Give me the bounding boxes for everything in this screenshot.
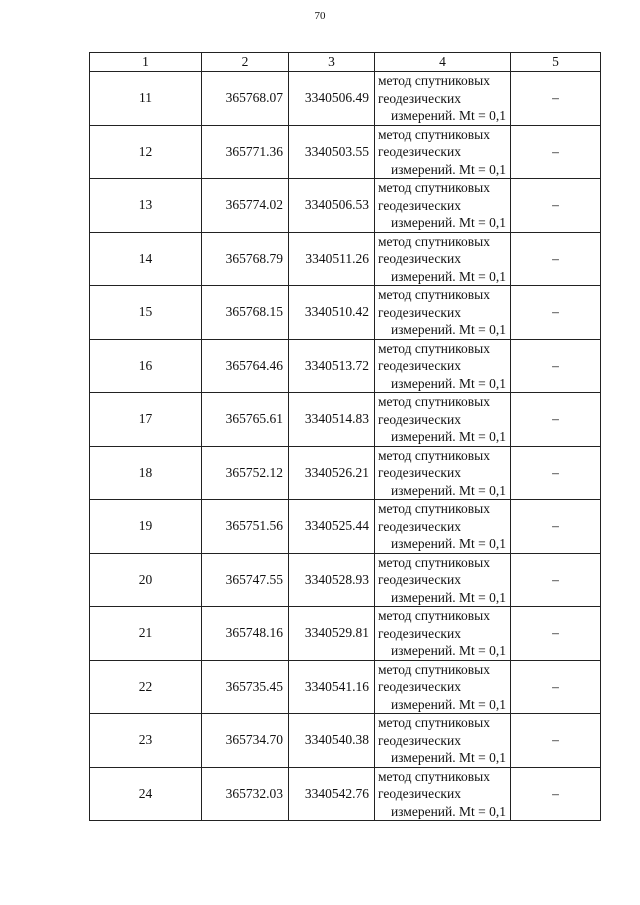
method-cell [375,72,511,126]
method-text-line: метод спутниковых [378,554,490,570]
method-text-line: измерений. Mt = 0,1 [390,536,506,551]
note-cell: – [511,714,601,768]
note-cell: – [511,500,601,554]
method-text-line: измерений. Mt = 0,1 [390,643,506,658]
x-coordinate-cell: 365735.45 [202,660,289,714]
note-cell: – [511,393,601,447]
point-number-cell: 24 [90,767,202,821]
table-header [90,53,601,72]
point-number-cell: 18 [90,446,202,500]
x-coordinate-cell: 365774.02 [202,179,289,233]
method-cell [375,553,511,607]
method-text-line: измерений. Mt = 0,1 [390,429,506,444]
column-header-4: 4 [375,53,511,72]
note-cell: – [511,179,601,233]
method-text-line: измерений. Mt = 0,1 [390,696,506,712]
method-text-line: измерений. Mt = 0,1 [390,750,506,765]
method-text-line: измерений. Mt = 0,1 [390,268,506,284]
table-row [90,339,601,393]
y-coordinate-cell: 3340528.93 [289,553,375,607]
y-coordinate-cell: 3340525.44 [289,500,375,554]
note-cell: – [511,446,601,500]
method-cell [375,446,511,500]
method-cell [375,179,511,233]
method-text-line: метод спутниковых [378,233,490,249]
y-coordinate-cell: 3340514.83 [289,393,375,447]
y-coordinate-cell: 3340541.16 [289,660,375,714]
method-cell [375,286,511,340]
method-text-line: измерений. Mt = 0,1 [390,161,506,177]
column-header-5: 5 [511,53,601,72]
method-text-line: геодезических [378,358,461,373]
table-row [90,393,601,447]
point-number-cell: 11 [90,72,202,126]
note-cell: – [511,660,601,714]
table-row [90,500,601,554]
method-text-line: измерений. Mt = 0,1 [390,108,506,123]
note-cell: – [511,232,601,286]
note-cell: – [511,125,601,179]
point-number-cell: 23 [90,714,202,768]
method-text-line: геодезических [378,518,461,534]
x-coordinate-cell: 365734.70 [202,714,289,768]
method-text-line: измерений. Mt = 0,1 [390,589,506,605]
y-coordinate-cell: 3340506.53 [289,179,375,233]
method-text-line: метод спутниковых [378,180,490,195]
method-cell [375,714,511,768]
table-row [90,286,601,340]
method-text-line: геодезических [378,786,461,801]
method-text-line: метод спутниковых [378,715,490,730]
x-coordinate-cell: 365765.61 [202,393,289,447]
table-row [90,607,601,661]
y-coordinate-cell: 3340506.49 [289,72,375,126]
point-number-cell: 15 [90,286,202,340]
note-cell: – [511,553,601,607]
method-text-line: метод спутниковых [378,447,490,463]
method-text-line: метод спутниковых [378,768,490,784]
method-text-line: метод спутниковых [378,394,490,409]
note-cell: – [511,72,601,126]
point-number-cell: 12 [90,125,202,179]
method-text-line: геодезических [378,411,461,427]
x-coordinate-cell: 365748.16 [202,607,289,661]
coordinates-table [89,52,601,821]
x-coordinate-cell: 365764.46 [202,339,289,393]
y-coordinate-cell: 3340503.55 [289,125,375,179]
method-text-line: геодезических [378,732,461,748]
point-number-cell: 19 [90,500,202,554]
method-cell [375,232,511,286]
x-coordinate-cell: 365732.03 [202,767,289,821]
method-text-line: геодезических [378,304,461,320]
y-coordinate-cell: 3340542.76 [289,767,375,821]
y-coordinate-cell: 3340511.26 [289,232,375,286]
note-cell: – [511,767,601,821]
note-cell: – [511,339,601,393]
point-number-cell: 21 [90,607,202,661]
method-text-line: геодезических [378,90,461,106]
method-text-line: геодезических [378,625,461,641]
method-text-line: метод спутниковых [378,73,490,88]
method-text-line: метод спутниковых [378,287,490,302]
method-text-line: геодезических [378,572,461,587]
table-row [90,446,601,500]
y-coordinate-cell: 3340526.21 [289,446,375,500]
column-header-2: 2 [202,53,289,72]
method-text-line: геодезических [378,144,461,159]
column-header-3: 3 [289,53,375,72]
note-cell: – [511,607,601,661]
method-cell [375,125,511,179]
point-number-cell: 20 [90,553,202,607]
table-body [90,72,601,821]
method-cell [375,500,511,554]
page-number: 70 [314,10,326,22]
y-coordinate-cell: 3340529.81 [289,607,375,661]
method-text-line: метод спутниковых [378,340,490,356]
method-text-line: измерений. Mt = 0,1 [390,322,506,337]
table-row [90,553,601,607]
table-row [90,767,601,821]
method-text-line: геодезических [378,679,461,694]
point-number-cell: 17 [90,393,202,447]
method-text-line: метод спутниковых [378,126,490,142]
method-text-line: измерений. Mt = 0,1 [390,482,506,498]
x-coordinate-cell: 365768.15 [202,286,289,340]
method-text-line: метод спутниковых [378,501,490,516]
table-row [90,179,601,233]
point-number-cell: 22 [90,660,202,714]
x-coordinate-cell: 365768.07 [202,72,289,126]
x-coordinate-cell: 365768.79 [202,232,289,286]
header-row [90,53,601,72]
table-row [90,125,601,179]
method-text-line: геодезических [378,197,461,213]
method-text-line: измерений. Mt = 0,1 [390,375,506,391]
point-number-cell: 16 [90,339,202,393]
method-text-line: геодезических [378,465,461,480]
point-number-cell: 14 [90,232,202,286]
y-coordinate-cell: 3340513.72 [289,339,375,393]
method-cell [375,339,511,393]
x-coordinate-cell: 365771.36 [202,125,289,179]
x-coordinate-cell: 365747.55 [202,553,289,607]
method-cell [375,767,511,821]
note-cell: – [511,286,601,340]
method-text-line: метод спутниковых [378,661,490,677]
y-coordinate-cell: 3340510.42 [289,286,375,340]
method-text-line: измерений. Mt = 0,1 [390,803,506,819]
table-row [90,660,601,714]
method-text-line: метод спутниковых [378,608,490,623]
table-row [90,714,601,768]
column-header-1: 1 [90,53,202,72]
point-number-cell: 13 [90,179,202,233]
table-row [90,72,601,126]
x-coordinate-cell: 365751.56 [202,500,289,554]
method-text-line: геодезических [378,251,461,266]
method-cell [375,393,511,447]
table-row [90,232,601,286]
method-cell [375,607,511,661]
y-coordinate-cell: 3340540.38 [289,714,375,768]
x-coordinate-cell: 365752.12 [202,446,289,500]
method-cell [375,660,511,714]
method-text-line: измерений. Mt = 0,1 [390,215,506,230]
